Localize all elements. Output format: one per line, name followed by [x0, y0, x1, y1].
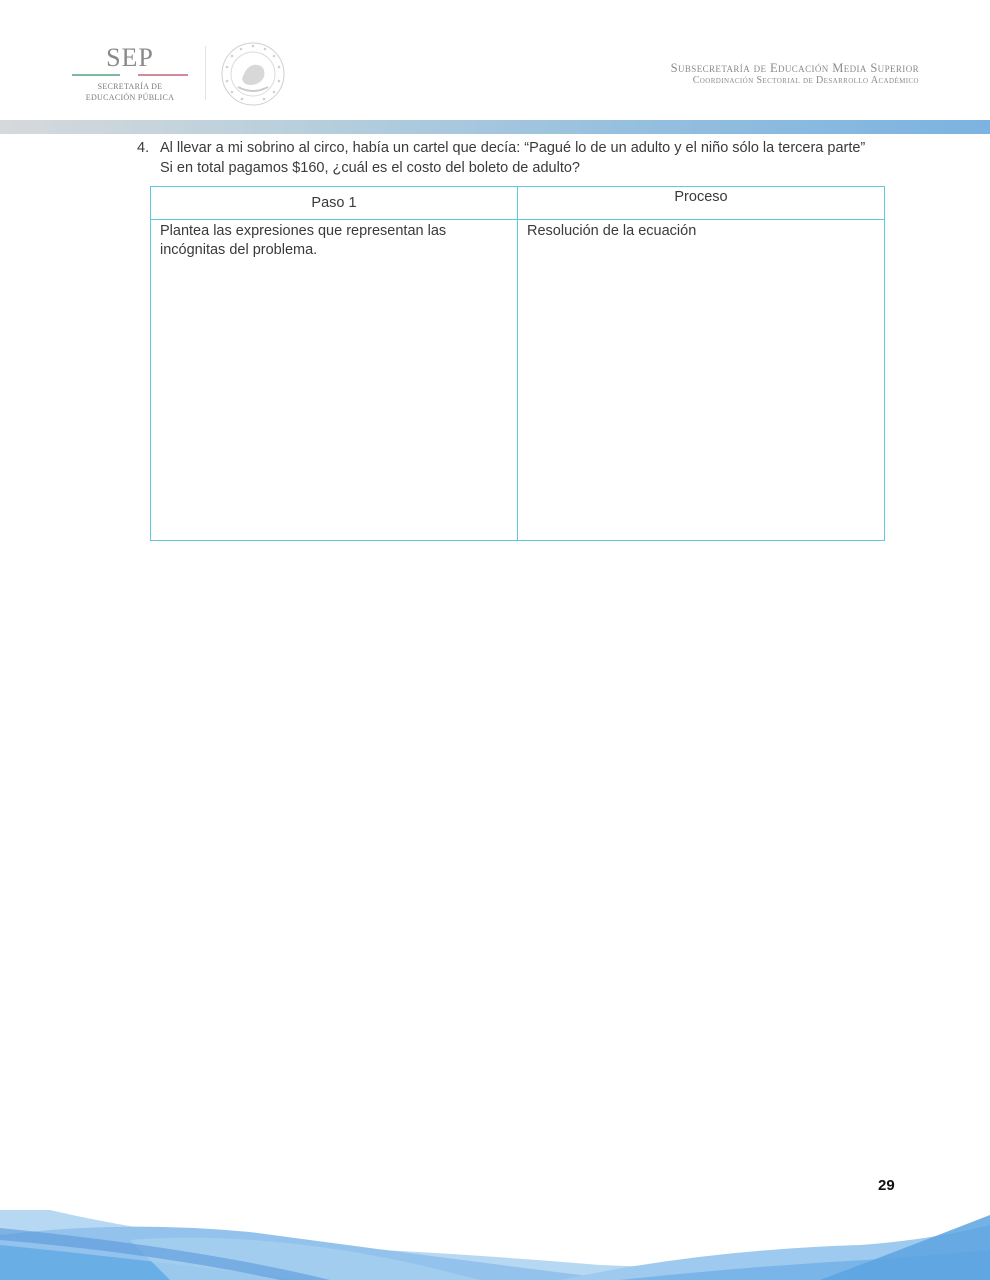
- page-number: 29: [878, 1177, 895, 1194]
- sep-logo-title: SEP: [106, 43, 154, 72]
- institution-line-2: Coordinación Sectorial de Desarrollo Académico: [692, 75, 919, 86]
- table-header-proceso: Proceso: [674, 189, 728, 205]
- footer-wave-decoration: [0, 1190, 990, 1280]
- sep-logo-subtitle-2: EDUCACIÓN PÚBLICA: [85, 93, 175, 102]
- national-seal-icon: [220, 41, 286, 107]
- sep-logo-lines: [70, 74, 190, 77]
- question-4: [137, 138, 917, 178]
- institution-heading: [671, 61, 919, 87]
- header-row-divider: [151, 219, 884, 220]
- table-cell-proceso: Resolución de la ecuación: [527, 223, 697, 239]
- institution-line-1: Subsecretaría de Educación Media Superior: [670, 61, 919, 75]
- red-line: [138, 74, 188, 76]
- question-line-1: Al llevar a mi sobrino al circo, había un cartel que decía: “Pagué lo de un adulto y el niño sólo la tercera parte”: [160, 140, 866, 156]
- sep-logo-subtitle-1: SECRETARÍA DE: [97, 82, 163, 91]
- sep-logo: [70, 44, 190, 103]
- table-header-paso-1: Paso 1: [311, 195, 357, 211]
- answer-table: [150, 186, 885, 541]
- header-gradient-band: [0, 120, 990, 134]
- green-line: [72, 74, 120, 76]
- table-cell-paso-1: Plantea las expresiones que representan las incógnitas del problema.: [160, 223, 447, 258]
- question-number: 4.: [137, 140, 150, 156]
- page-header: [0, 0, 990, 120]
- logo-divider: [205, 46, 206, 100]
- column-divider: [517, 187, 518, 540]
- question-line-2: Si en total pagamos $160, ¿cuál es el costo del boleto de adulto?: [160, 160, 580, 176]
